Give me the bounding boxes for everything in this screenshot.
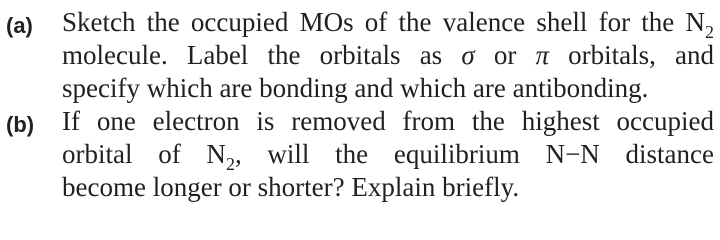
sigma-symbol: σ xyxy=(461,40,475,70)
part-a-line-2-text: molecule. Label the orbitals as xyxy=(62,40,462,70)
part-b-line-3: become longer or shorter? Explain briefly. xyxy=(62,172,520,202)
part-a-line-3: specify which are bonding and which are antibonding. xyxy=(62,73,649,103)
n2-subscript: 2 xyxy=(705,22,714,42)
part-a-label: (a) xyxy=(6,13,33,38)
part-a-line-2 xyxy=(62,39,714,72)
part-a-line-2-end: orbitals, and xyxy=(548,40,714,70)
part-b-line-2 xyxy=(62,138,714,174)
part-a-line-1-text: Sketch the occupied MOs of the valence shell for the N xyxy=(62,7,705,37)
part-a-line-2-mid: or xyxy=(474,40,536,70)
part-a-line-1 xyxy=(62,6,714,42)
part-b-text xyxy=(62,105,714,204)
pi-symbol: π xyxy=(535,40,549,70)
part-b-label: (b) xyxy=(6,112,35,137)
n2-subscript: 2 xyxy=(225,154,235,174)
part-b-line-2-text: orbital of N xyxy=(62,139,226,169)
part-b-line-2-end: , will the equilibrium N−N distance xyxy=(234,139,714,169)
part-b-line-1: If one electron is removed from the highest occupied xyxy=(62,106,714,136)
part-a-text xyxy=(62,6,714,105)
